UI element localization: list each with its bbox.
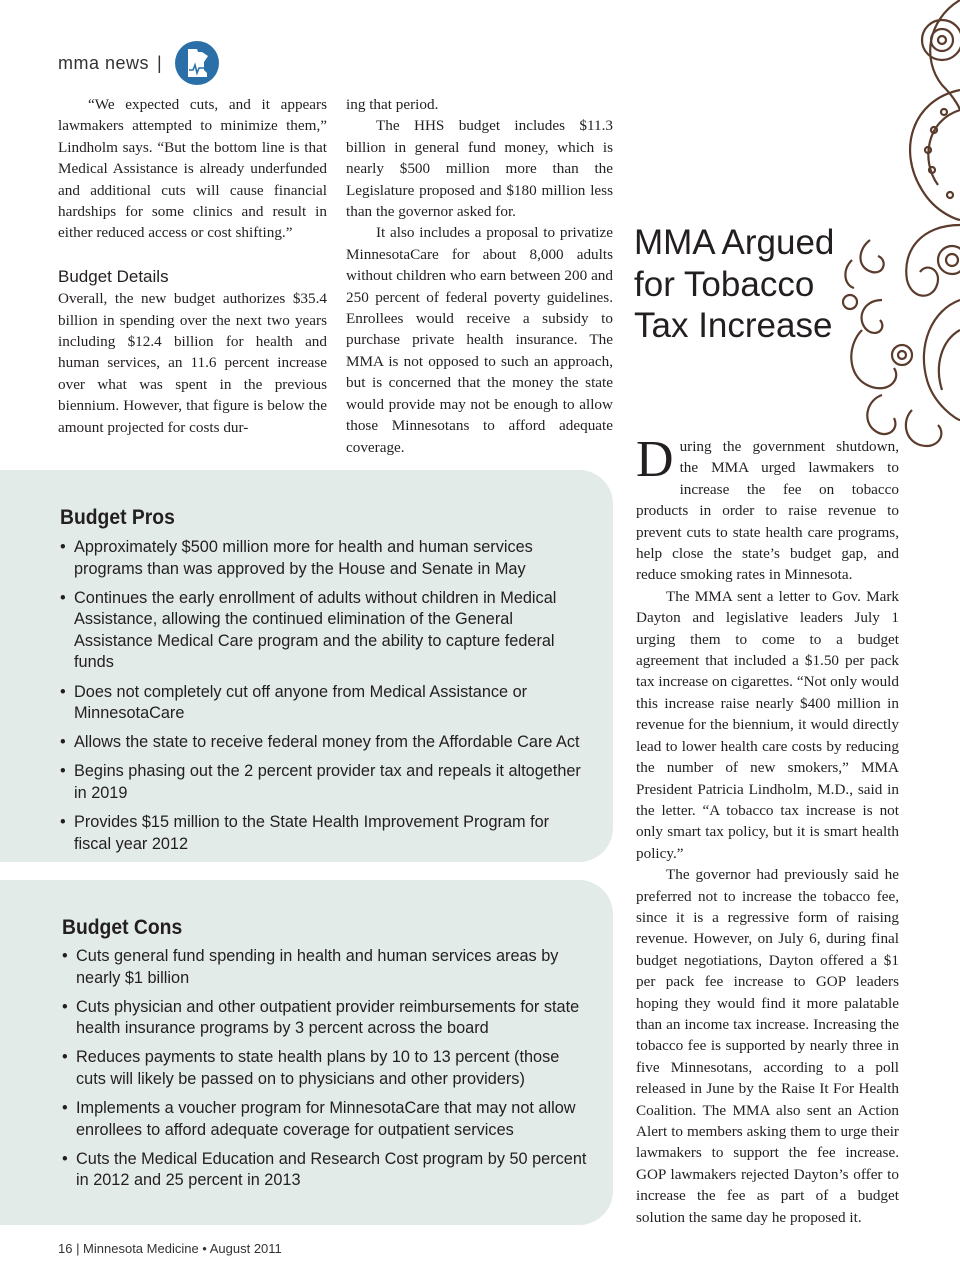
budget-details-heading: Budget Details	[58, 266, 169, 286]
paragraph-text: uring the government shutdown, the MMA urged lawmakers to increase the fee on tobacco products in order to raise revenue to prevent cuts to state health care programs, help close the state’s budget gap, and reduce smoking rates in Minnesota.	[636, 438, 899, 584]
paisley-ornament-icon	[842, 0, 960, 450]
minnesota-state-icon	[174, 40, 220, 86]
list-item: • Does not completely cut off anyone from Medical Assistance or MinnesotaCare	[60, 682, 590, 725]
budget-pros-list	[60, 537, 590, 863]
list-item: • Continues the early enrollment of adults without children in Medical Assistance, allowing the continued elimination of the General Assistance Medical Care program and the ability to capture federal funds	[60, 588, 590, 674]
list-item: • Allows the state to receive federal money from the Affordable Care Act	[60, 732, 590, 754]
list-item: • Provides $15 million to the State Health Improvement Program for fiscal year 2012	[60, 812, 590, 855]
list-item: • Reduces payments to state health plans by 10 to 13 percent (those cuts will likely be passed on to physicians and other providers)	[62, 1047, 592, 1090]
paragraph: “We expected cuts, and it appears lawmakers attempted to minimize them,” Lindholm says. “But the bottom line is that Medical Assistance is already underfunded and additional cuts will cause financial hardships for some clinics and result in either reduced access or cost shifting.”	[58, 96, 327, 242]
budget-cons-box	[0, 880, 613, 1225]
header-separator: |	[157, 52, 162, 73]
drop-cap: D	[636, 431, 674, 488]
paragraph	[636, 431, 899, 586]
paragraph: The governor had previously said he preferred not to increase the tobacco fee, since it is a regressive form of raising revenue. However, on July 6, during final budget negotiations, Dayton offered a $1 per pack fee increase to GOP leaders hoping they would find it more palatable than an income tax increase. Increasing the tobacco fee is supported by nearly three in five Minnesotans, according to a poll released in June by the Raise It For Health Coalition. The MMA also sent an Action Alert to members asking them to urge their lawmakers to support the fee increase. GOP lawmakers rejected Dayton’s offer to increase the fee as part of a budget solution the same day he proposed it.	[636, 866, 899, 1226]
list-item: • Approximately $500 million more for health and human services programs than was approved by the House and Senate in May	[60, 537, 590, 580]
list-item: • Cuts the Medical Education and Research Cost program by 50 percent in 2012 and 25 percent in 2013	[62, 1149, 592, 1192]
paragraph: It also includes a proposal to privatize MinnesotaCare for about 8,000 adults without children who earn between 200 and 250 percent of federal poverty guidelines. Enrollees would receive a subsidy to purchase private health insurance. The MMA is not opposed to such an approach, but is concerned that the money the state would provide may not be enough to allow those Minnesotans to afford adequate coverage.	[346, 224, 613, 456]
page-footer: 16 | Minnesota Medicine • August 2011	[58, 1241, 282, 1256]
list-item: • Begins phasing out the 2 percent provider tax and repeals it altogether in 2019	[60, 761, 590, 804]
list-item: • Implements a voucher program for MinnesotaCare that may not allow enrollees to afford adequate coverage for outpatient services	[62, 1098, 592, 1141]
sidebar-article	[636, 431, 899, 1228]
column-1	[58, 94, 327, 438]
paragraph: ing that period.	[346, 96, 439, 113]
paragraph: The HHS budget includes $11.3 billion in general fund money, which is nearly $500 million more than the Legislature proposed and $180 million less than the governor asked for.	[346, 117, 613, 221]
paragraph: The MMA sent a letter to Gov. Mark Dayton and legislative leaders July 1 urging them to come to a budget agreement that included a $1.50 per pack tax increase on cigarettes. “Not only would this increase raise nearly $400 million in revenue for the biennium, it would directly lead to lower health care costs by reducing the number of new smokers,” MMA President Patricia Lindholm, M.D., said in the letter. “A tobacco tax increase is not only smart tax policy, but it is smart health policy.”	[636, 587, 899, 862]
budget-pros-box	[0, 470, 613, 862]
list-item: • Cuts physician and other outpatient provider reimbursements for state health insurance programs by 3 percent across the board	[62, 997, 592, 1040]
budget-cons-list	[62, 946, 592, 1199]
column-2	[346, 94, 613, 458]
paragraph: Overall, the new budget authorizes $35.4 billion in spending over the next two years including $12.4 billion for health and human services, an 11.6 percent increase over what was spent in the previous biennium. However, that figure is below the amount projected for costs dur-	[58, 290, 327, 436]
sidebar-title: MMA Argued for Tobacco Tax Increase	[634, 223, 835, 345]
list-item: • Cuts general fund spending in health and human services areas by nearly $1 billion	[62, 946, 592, 989]
budget-pros-heading: Budget Pros	[60, 506, 175, 529]
page-header	[58, 40, 220, 86]
section-label: mma news	[58, 52, 150, 73]
budget-cons-heading: Budget Cons	[62, 916, 183, 939]
